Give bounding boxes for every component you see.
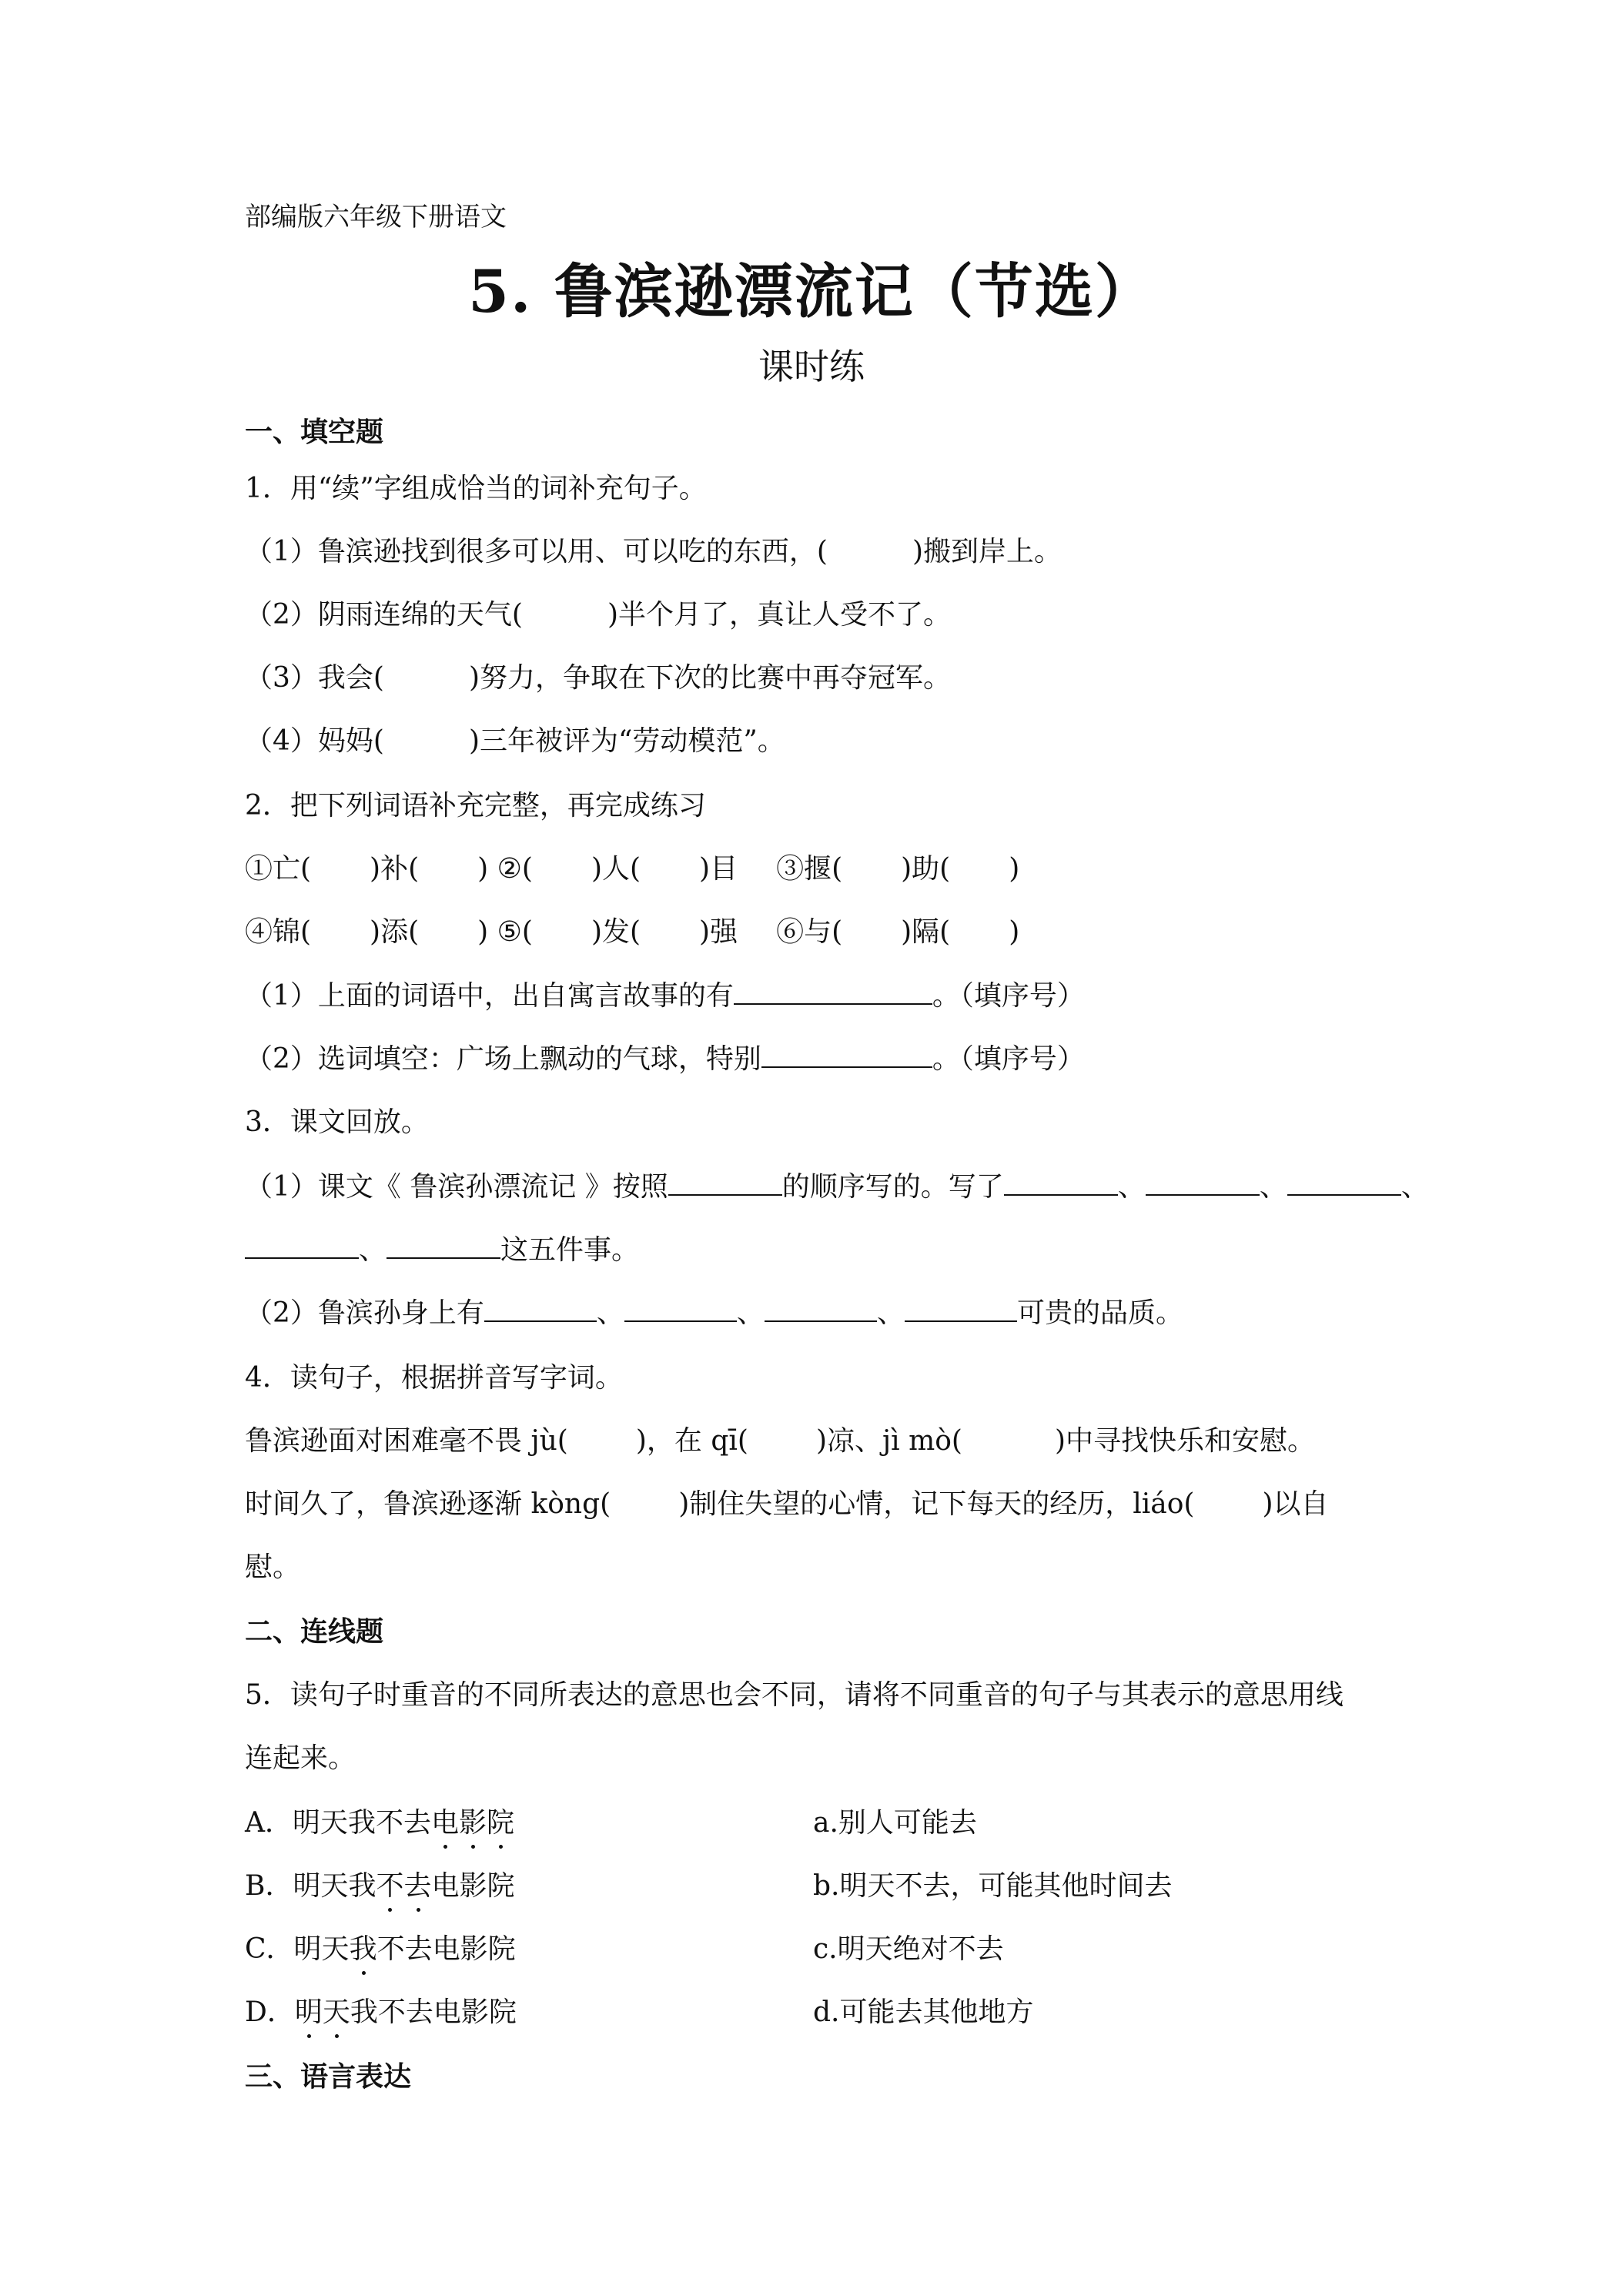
emphasis-dot-char: 明	[294, 1996, 323, 2028]
q2-sub-2: （2）选词填空：广场上飘动的气球，特别 。（填序号）	[245, 1043, 1085, 1075]
q5-stem-line-1: 5．读句子时重音的不同所表达的意思也会不同，请将不同重音的句子与其表示的意思用线	[245, 1679, 1344, 1711]
emphasis-dot-char: 院	[487, 1807, 515, 1839]
q4-stem: 4．读句子，根据拼音写字词。	[245, 1362, 623, 1394]
q3-sub-1: （1）课文《 鲁滨孙漂流记 》按照 的顺序写的。写了 、 、 、	[245, 1171, 1429, 1203]
answer-blank[interactable]	[765, 1297, 877, 1322]
emphasis-dot-char: 不	[376, 1870, 404, 1902]
q4-sentence-1: 鲁滨逊面对困难毫不畏 jù( )，在 qī( )凉、jì mò( )中寻找快乐和安慰。	[245, 1425, 1316, 1457]
answer-blank[interactable]	[484, 1297, 597, 1322]
q4-sentence-3: 慰。	[245, 1551, 301, 1583]
emphasis-dot-char: 天	[322, 1996, 350, 2028]
match-left-d[interactable]: D．明天我不去电影院	[245, 1996, 517, 2028]
stressed-text	[376, 1870, 431, 1902]
match-left-c[interactable]: C．明天我不去电影院	[245, 1933, 516, 1965]
q2-idiom-row-2: ④锦( )添( ) ⑤( )发( )强 ⑥与( )隔( )	[245, 916, 1020, 948]
q2-stem: 2．把下列词语补充完整，再完成练习	[245, 790, 706, 822]
emphasis-dot-char: 影	[459, 1807, 487, 1839]
answer-blank[interactable]	[668, 1171, 782, 1196]
answer-blank[interactable]	[905, 1297, 1017, 1322]
answer-blank[interactable]	[761, 1043, 932, 1068]
match-left-b[interactable]: B．明天我不去电影院	[245, 1870, 515, 1902]
match-right-c[interactable]: c.明天绝对不去	[813, 1933, 1004, 1965]
answer-blank[interactable]	[1004, 1171, 1118, 1196]
match-right-a[interactable]: a.别人可能去	[813, 1807, 977, 1839]
q3-sub-1-cont: 、 这五件事。	[245, 1233, 639, 1267]
section-heading-expression: 三、语言表达	[245, 2060, 412, 2093]
q4-sentence-2: 时间久了，鲁滨逊逐渐 kòng( )制住失望的心情，记下每天的经历，liáo( )以自	[245, 1488, 1329, 1520]
match-left-a[interactable]: A．明天我不去电影院	[245, 1807, 515, 1839]
answer-blank[interactable]	[245, 1234, 359, 1259]
stressed-text	[295, 1996, 350, 2028]
q3-sub-2: （2）鲁滨孙身上有 、 、 、 可贵的品质。	[245, 1297, 1183, 1329]
answer-blank[interactable]	[734, 980, 932, 1005]
section-heading-fill-blank: 一、填空题	[245, 416, 384, 448]
stressed-text	[431, 1807, 514, 1839]
q1-item-1: （1）鲁滨逊找到很多可以用、可以吃的东西，( )搬到岸上。	[245, 536, 1062, 567]
answer-blank[interactable]	[387, 1234, 500, 1259]
q1-item-2: （2）阴雨连绵的天气( )半个月了，真让人受不了。	[245, 599, 951, 631]
match-right-b[interactable]: b.明天不去，可能其他时间去	[813, 1870, 1173, 1902]
stressed-text	[350, 1933, 377, 1965]
match-right-d[interactable]: d.可能去其他地方	[813, 1996, 1034, 2028]
q2-idiom-row-1: ①亡( )补( ) ②( )人( )目 ③揠( )助( )	[245, 853, 1020, 885]
answer-blank[interactable]	[1146, 1171, 1260, 1196]
answer-blank[interactable]	[624, 1297, 737, 1322]
page-title: 5. 鲁滨逊漂流记（节选）	[468, 257, 1155, 326]
page-subtitle: 课时练	[758, 346, 865, 387]
answer-blank[interactable]	[1287, 1171, 1401, 1196]
q3-stem: 3．课文回放。	[245, 1106, 429, 1138]
emphasis-dot-char: 去	[403, 1870, 432, 1902]
q1-item-4: （4）妈妈( )三年被评为“劳动模范”。	[245, 725, 785, 757]
emphasis-dot-char: 电	[431, 1807, 460, 1839]
emphasis-dot-char: 我	[349, 1933, 377, 1965]
q2-sub-1: （1）上面的词语中，出自寓言故事的有 。（填序号）	[245, 980, 1085, 1012]
q1-item-3: （3）我会( )努力，争取在下次的比赛中再夺冠军。	[245, 662, 951, 694]
q5-stem-line-2: 连起来。	[245, 1742, 356, 1774]
section-heading-matching: 二、连线题	[245, 1615, 384, 1648]
q1-stem: 1．用“续”字组成恰当的词补充句子。	[245, 473, 707, 504]
course-label: 部编版六年级下册语文	[245, 202, 507, 233]
